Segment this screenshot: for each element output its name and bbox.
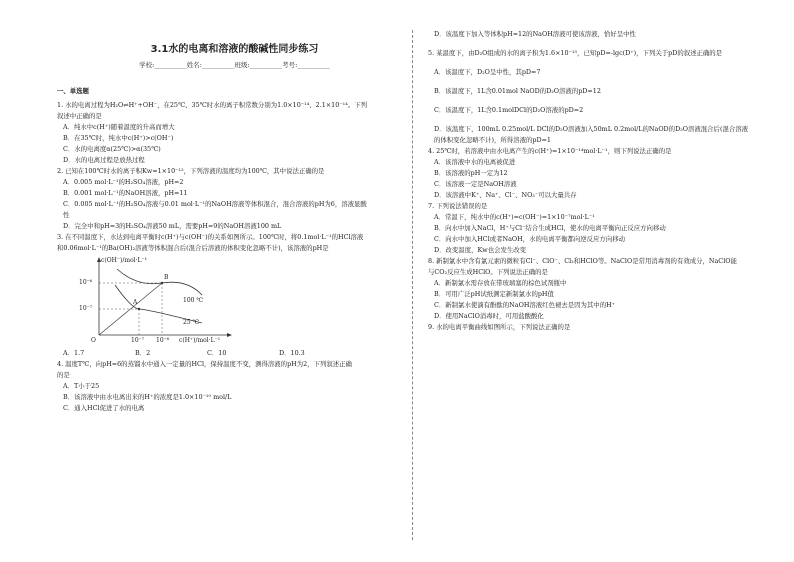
- q7-stem: 7. 下列说法错误的是: [428, 202, 488, 210]
- graph-curve-25-label: 25 ℃: [183, 318, 200, 326]
- q2-stem: 2. 已知在100℃时水的离子积Kw=1×10⁻¹²，下列溶液的温度均为100℃，其中说法正确的是: [57, 166, 325, 175]
- q2-option-d: D．完全中和pH=3的H₂SO₄溶液50 mL，需要pH=9的NaOH溶液100 mL: [63, 221, 282, 230]
- q5-option-d: D．该温度下，100mL 0.25mol/L DCl的D₂O溶液加入50mL 0.2mol/L的NaOD的D₂O溶液混合后(混合溶液: [434, 125, 749, 133]
- q4-option-b: B．该溶液中由水电离出来的H⁺的浓度是1.0×10⁻¹⁰ mol/L: [63, 392, 232, 401]
- page-title: 3.1水的电离和溶液的酸碱性同步练习: [150, 44, 319, 55]
- graph-point-a: A: [133, 298, 138, 306]
- graph-origin: O: [91, 336, 96, 344]
- graph-point-b: B: [164, 273, 169, 281]
- q3-option-b: B．2: [135, 348, 151, 357]
- q3-figure: [77, 257, 412, 345]
- graph-y-tick-high: 10⁻⁶: [79, 278, 93, 286]
- q3-stem: 3. 在不同温度下，水达到电离平衡时c(H⁺)与c(OH⁻)的关系如图所示。100℃时，将0.1mol·L⁻¹的HCl溶液: [57, 232, 364, 241]
- graph-curve-100-label: 100 ℃: [183, 296, 204, 304]
- q7-option-b: B．向水中加入NaCl，H⁺与Cl⁻结合生成HCl，使水的电离平衡向正反应方向移动: [434, 224, 666, 232]
- q2-option-c: C．0.005 mol·L⁻¹的H₂SO₄溶液与0.01 mol·L⁻¹的NaOH溶液等体积混合，混合溶液的pH为6，溶液显酸: [63, 199, 367, 208]
- q1-stem: 1. 水的电离过程为H₂O⇌H⁺+OH⁻，在25℃、35℃时水的离子积常数分别为1.0×10⁻¹⁴、2.1×10⁻¹⁴。下列: [57, 100, 367, 109]
- q5-option-a: A．该温度下，D₂O呈中性，其pD=7: [434, 68, 541, 76]
- student-info-line: 学校:__________姓名:__________班级:__________考号:__________: [139, 60, 330, 69]
- q1-stem-cont: 叙述中正确的是: [57, 111, 102, 120]
- q4-stem: 4. 温度T℃，向pH=6的蒸馏水中通入一定量的HCl，保持温度不变，测得溶液的pH为2，下列叙述正确: [57, 359, 352, 368]
- q3-options: [57, 349, 412, 360]
- q3-option-d: D．10.3: [279, 348, 305, 357]
- q2-option-b: B．0.001 mol·L⁻¹的NaOH溶液，pH=11: [63, 188, 188, 197]
- graph-y-tick-low: 10⁻⁷: [79, 304, 93, 312]
- q3-stem-cont: 和0.06mol·L⁻¹的Ba(OH)₂溶液等体积混合后(混合后溶液的体积变化忽略不计)，该溶液的pH是: [57, 243, 329, 252]
- q6-option-a: A．该溶液中水的电离被促进: [434, 158, 516, 166]
- graph-x-tick-high: 10⁻⁶: [156, 336, 170, 344]
- graph-y-label: c(OH⁻)/mol·L⁻¹: [101, 256, 148, 264]
- q1-option-b: B．在35℃时，纯水中c(H⁺)>c(OH⁻): [63, 133, 174, 142]
- q8-option-d: D．使用NaClO消毒时，可用盐酸酸化: [434, 312, 544, 320]
- q3-graph-svg: [77, 257, 237, 345]
- q6-option-d: D．该溶液中K⁺、Na⁺、Cl⁻、NO₃⁻可以大量共存: [434, 191, 577, 199]
- q5-option-d-cont: 的体积变化忽略不计)，所得溶液的pD=1: [434, 136, 551, 144]
- q7-option-a: A．常温下，纯水中的c(H⁺)=c(OH⁻)=1×10⁻⁷mol·L⁻¹: [434, 213, 595, 221]
- q6-option-c: C．该溶液一定是NaOH溶液: [434, 180, 517, 188]
- graph-x-tick-low: 10⁻⁷: [131, 336, 145, 344]
- q5-option-b: B．该温度下，1L含0.01mol NaOD的D₂O溶液的pD=12: [434, 87, 601, 95]
- q4-option-a: A．T小于25: [63, 381, 100, 390]
- q8-option-b: B．可用广泛pH试纸测定新制氯水的pH值: [434, 290, 554, 298]
- q1-option-d: D．水的电离过程是放热过程: [63, 155, 145, 164]
- x-axis-arrow: [227, 333, 232, 337]
- q4-option-d: D．该温度下加入等体积pH=12的NaOH溶液可使该溶液，恰好呈中性: [434, 30, 636, 38]
- q4-option-c: C．通入HCl促进了水的电离: [63, 403, 145, 412]
- point-b-dot: [161, 281, 163, 283]
- q5-stem: 5. 某温度下，由D₂O组成的水的离子积为1.6×10⁻¹⁵，已知pD=-lgc(D⁺)，下列关于pD的叙述正确的是: [428, 49, 723, 57]
- q9-stem: 9. 水的电离平衡曲线如图所示，下列说法正确的是: [428, 323, 571, 331]
- q8-stem: 8. 新制氯水中含有氯元素的微粒有Cl⁻、ClO⁻、Cl₂和HClO等。NaClO是常用消毒剂的有效成分，NaClO能: [428, 257, 737, 265]
- left-column: [57, 30, 412, 415]
- q1-option-a: A．纯水中c(H⁺)随着温度的升高而增大: [63, 122, 175, 131]
- q8-stem-cont: 与CO₂反应生成HClO。下列说法正确的是: [428, 268, 548, 276]
- q6-stem: 4. 25℃时，若溶液中由水电离产生的c(H⁺)=1×10⁻¹⁴mol·L⁻¹，则下列说法正确的是: [428, 147, 672, 155]
- column-divider: [412, 30, 413, 540]
- section-heading: 一、单选题: [57, 86, 89, 95]
- q8-option-c: C．新制氯水使滴有酚酞的NaOH溶液红色褪去是因为其中的H⁺: [434, 301, 616, 309]
- q1-option-c: C．水的电离度α(25℃)>α(35℃): [63, 144, 161, 153]
- q5-option-c: C．该温度下，1L含0.1molDCl的D₂O溶液的pD=2: [434, 106, 584, 114]
- right-column: [428, 30, 768, 334]
- point-a-dot: [138, 307, 140, 309]
- q3-option-a: A．1.7: [63, 348, 85, 357]
- curve-100c: [117, 269, 202, 295]
- q7-option-d: D．改变温度，Kw也会发生改变: [434, 246, 527, 254]
- q7-option-c: C．向水中加入HCl或者NaOH，水的电离平衡都向逆反应方向移动: [434, 235, 625, 243]
- q4-stem-cont: 的是: [57, 370, 70, 379]
- q2-option-a: A．0.005 mol·L⁻¹的H₂SO₄溶液，pH=2: [63, 177, 184, 186]
- q8-option-a: A．新制氯水需存放在带玻璃塞的棕色试剂瓶中: [434, 279, 567, 287]
- graph-x-label: c(H⁺)/mol·L⁻¹: [179, 336, 221, 344]
- q3-option-c: C．10: [207, 348, 227, 357]
- q6-option-b: B．该溶液的pH一定为12: [434, 169, 508, 177]
- q2-option-c-cont: 性: [63, 210, 70, 219]
